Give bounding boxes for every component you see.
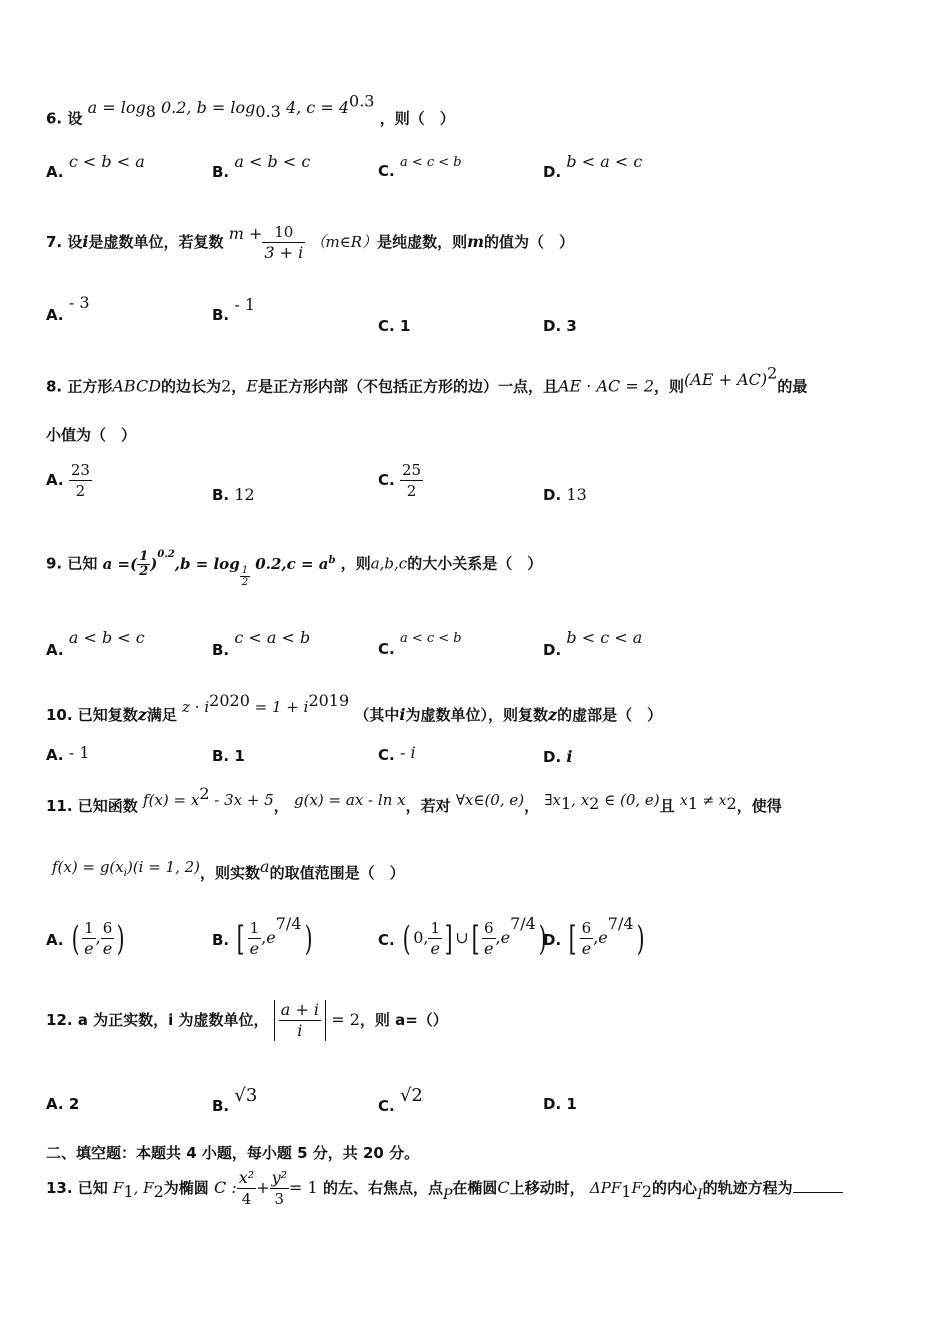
q10-option-d[interactable]: D. i <box>543 747 573 766</box>
q11-option-a[interactable]: A. ( $\frac{1}{e}$ , $\frac{6}{e}$ ) <box>46 918 125 959</box>
q8-square: (AE + AC)$^2$ <box>684 364 778 390</box>
question-12: 12. a 为正实数，i 为虚数单位， $\frac{a + i}{i}$ = 2，则 a=（） <box>46 1000 448 1040</box>
q8-label: 8. 正方形 <box>46 377 113 396</box>
q10-option-b[interactable]: B. 1 <box>212 747 245 765</box>
q6-tail: ，则（ ） <box>379 109 455 128</box>
q12-label: 12. a 为正实数，i 为虚数单位， <box>46 1011 269 1029</box>
q11-neq: $x_1 \ne x_2$ <box>679 793 737 813</box>
q8-option-b[interactable]: B. 12 <box>212 485 255 504</box>
q9-label: 9. 已知 <box>46 554 98 573</box>
q6-label: 6. 设 <box>46 109 83 128</box>
q11-option-b[interactable]: B. [ $\frac{1}{e}$ $,e^{7/4}$) <box>212 914 313 959</box>
q11-forall: ∀x∈(0, e) <box>455 791 525 809</box>
question-9: 9. 已知 a =( $\frac{1}{2}$ )$^{0.2}$,b = log $\frac{1}{2}$ $0.2,c = a^b$ ，则a,b,c的大小关系是（ ） <box>46 548 543 588</box>
q6-option-b[interactable]: B. a < b < c <box>212 152 311 181</box>
q13-answer-blank[interactable] <box>793 1192 843 1193</box>
question-8: 8. 正方形ABCD的边长为2，E是正方形内部（不包括正方形的边）一点，且AE · AC = 2，则(AE + AC)$^2$的最 <box>46 364 808 396</box>
question-6 <box>46 92 455 132</box>
q11-condition: $f(x) = g(x_i)(i = 1$, 2) <box>52 858 201 879</box>
question-13: 13. 已知 $F_1$, $F_2$为椭圆 C : $\frac{\text{x²}}{4}$ + $\frac{\text{y²}}{3}$ = 1 的左、右焦点，点P在椭圆C上移动时， $\Delta PF_1F_2$的内心I的轨迹方程为 <box>46 1168 843 1209</box>
q6-expr: $a = \log_8 0.2$, $b = \log_{0.3} 4$, $c = 4^{0.3}$ <box>87 92 375 122</box>
q7-label: 7. 设 <box>46 233 83 251</box>
q13-frac-x: $\frac{\text{x²}}{4}$ <box>238 1168 255 1208</box>
q11-option-c[interactable]: C. ( 0, $\frac{1}{e}$ ] ∪[ $\frac{6}{e}$ $,e^{7/4}$) <box>378 914 547 959</box>
q13-frac-y: $\frac{\text{y²}}{3}$ <box>271 1168 288 1208</box>
q10-option-a[interactable]: A. - 1 <box>46 743 90 764</box>
q9-expr: a =( $\frac{1}{2}$ )$^{0.2}$,b = log $\frac{1}{2}$ $0.2,c = a^b$ <box>102 548 336 588</box>
q12-option-c[interactable]: C. √2 <box>378 1085 423 1115</box>
question-7: 7. 设i是虚数单位，若复数 m + $\frac{10}{3 + i}$ （m∈R）是纯虚数，则m的值为（ ） <box>46 223 575 262</box>
q12-option-b[interactable]: B. √3 <box>212 1085 258 1115</box>
q8-option-d[interactable]: D. 13 <box>543 485 587 504</box>
question-10: 10. 已知复数z满足 $z \cdot i^{2020} = 1 + i^{2019}$ （其中i为虚数单位），则复数z的虚部是（ ） <box>46 691 663 724</box>
q6-option-c[interactable]: C. a < c < b <box>378 155 462 180</box>
q11-f: $f(x) = x^2 - 3x + 5$ <box>143 784 274 809</box>
q13-triangle: $\Delta PF_1F_2$ <box>589 1179 653 1201</box>
q11-g: g(x) = ax - ln x <box>294 791 406 809</box>
q6-option-d[interactable]: D. b < a < c <box>543 152 643 181</box>
q9-option-b[interactable]: B. c < a < b <box>212 628 311 659</box>
q12-option-d[interactable]: D. 1 <box>543 1095 577 1113</box>
q10-expr: $z \cdot i^{2020} = 1 + i^{2019}$ <box>182 691 350 716</box>
q11-exists: $\exists x_1$, $x_2$ ∈ (0, e) <box>544 791 660 813</box>
q7-fraction: $\frac{10}{3 + i}$ <box>264 223 304 262</box>
question-11-line2: $f(x) = g(x_i)(i = 1$, 2)，则实数a的取值范围是（ ） <box>52 857 405 882</box>
q12-option-a[interactable]: A. 2 <box>46 1095 80 1113</box>
q10-option-c[interactable]: C. - i <box>378 743 416 764</box>
q7-option-d[interactable]: D. 3 <box>543 317 577 335</box>
question-11: 11. 已知函数 $f(x) = x^2 - 3x + 5$， g(x) = ax - ln x，若对 ∀x∈(0, e)， $\exists x_1$, $x_2$ ∈ (0, e)且 $x_1 \ne x_2$，使得 <box>46 784 782 815</box>
q11-option-d[interactable]: D. [ $\frac{6}{e}$ $,e^{7/4}$) <box>543 914 645 959</box>
q13-label: 13. 已知 <box>46 1179 108 1197</box>
q11-label: 11. 已知函数 <box>46 797 138 815</box>
q9-option-d[interactable]: D. b < c < a <box>543 628 643 659</box>
question-8-line2: 小值为（ ） <box>46 426 137 444</box>
q9-option-c[interactable]: C. a < c < b <box>378 631 462 658</box>
section-2-heading: 二、填空题：本题共 4 小题，每小题 5 分，共 20 分。 <box>46 1144 420 1162</box>
q9-option-a[interactable]: A. a < b < c <box>46 628 145 659</box>
q7-option-b[interactable]: B. - 1 <box>212 295 256 324</box>
q8-option-a[interactable]: A. $\frac{23}{2}$ <box>46 461 90 500</box>
q7-option-a[interactable]: A. - 3 <box>46 293 90 324</box>
q13-foci: $F_1$, $F_2$ <box>113 1179 164 1201</box>
q10-label: 10. 已知复数 <box>46 706 138 724</box>
q6-option-a[interactable]: A. c < b < a <box>46 152 145 181</box>
q8-option-c[interactable]: C. $\frac{25}{2}$ <box>378 461 422 500</box>
q12-abs-fraction: $\frac{a + i}{i}$ <box>274 1000 326 1041</box>
q7-option-c[interactable]: C. 1 <box>378 317 411 335</box>
